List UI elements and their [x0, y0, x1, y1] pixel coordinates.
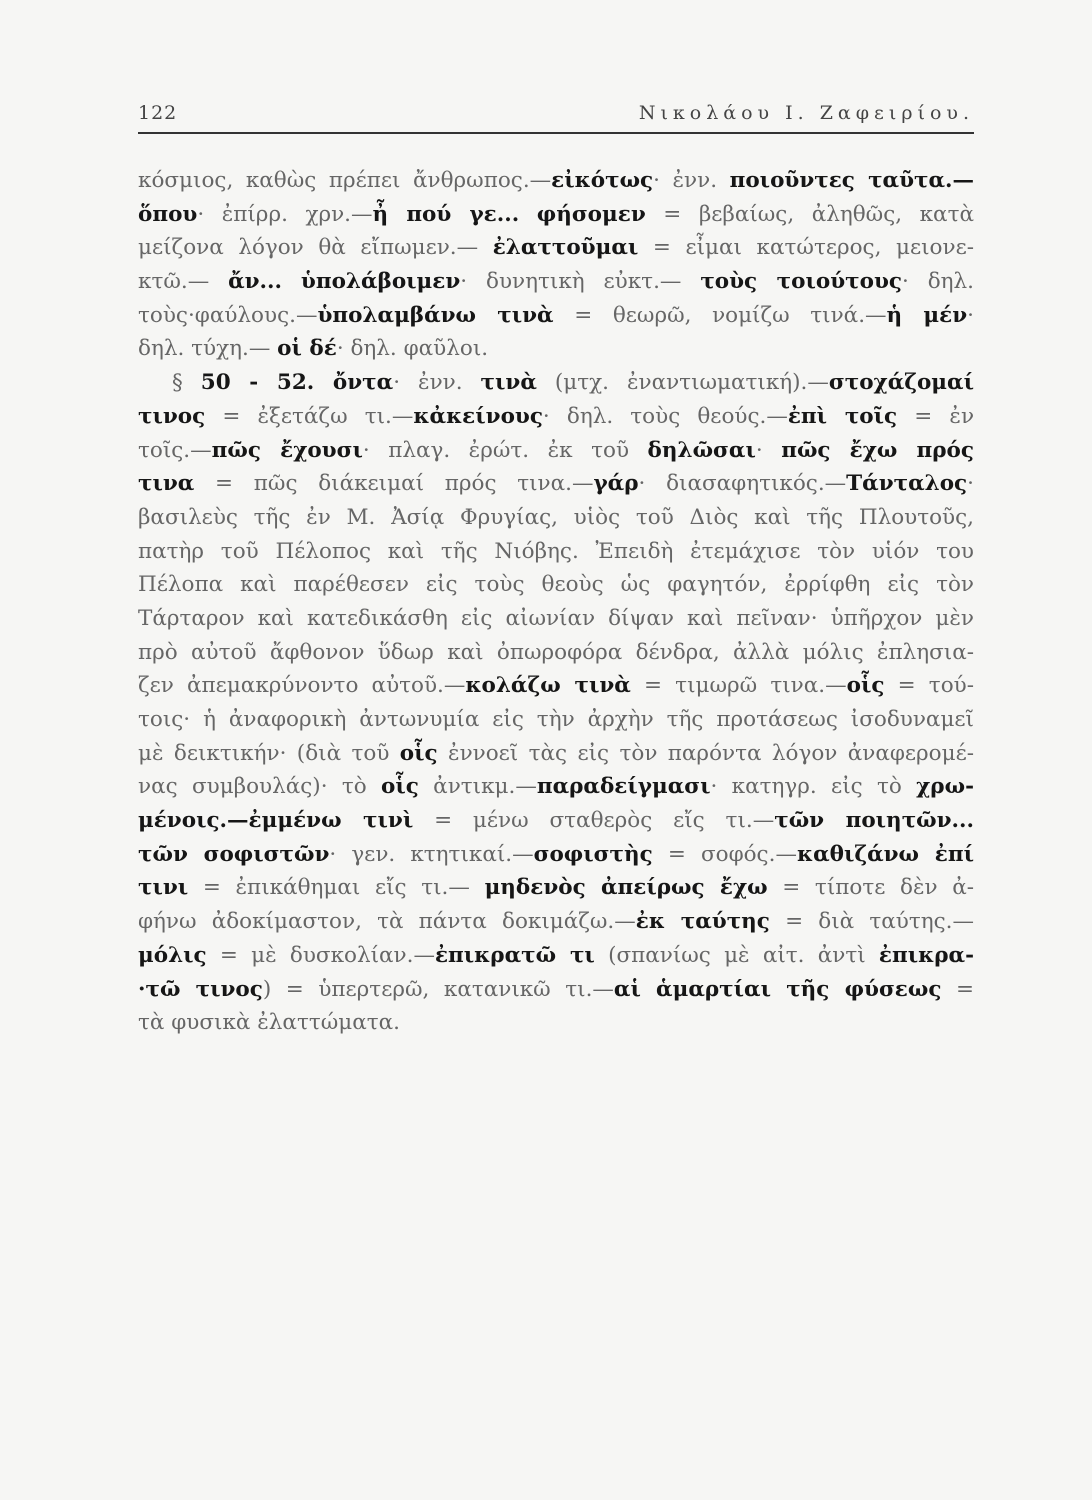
text-segment: = μένω σταθερὸς εἴς τι.—: [413, 808, 775, 834]
text-line: [138, 265, 974, 299]
text-segment: πατὴρ τοῦ Πέλοπος καὶ τῆς Νιόβης. Ἐπειδὴ ἐτεμάχισε τὸν υἱόν του: [138, 538, 974, 564]
text-line: [138, 467, 974, 501]
bold-term: ἐπὶ τοῖς: [787, 403, 898, 429]
text-segment: πρὸ αὐτοῦ ἄφθονον ὕδωρ καὶ ὀπωροφόρα δένδρα, ἀλλὰ μόλις ἐπλησια-: [138, 639, 974, 665]
bold-term: ἐκ ταύτης: [635, 909, 770, 935]
text-line: [138, 602, 974, 636]
text-segment: μείζονα λόγον θὰ εἴπωμεν.—: [138, 235, 493, 261]
text-line: [138, 669, 974, 703]
text-line: [138, 737, 974, 771]
text-line: [138, 973, 974, 1007]
text-segment: = εἶμαι κατώτερος, μειονε-: [638, 235, 974, 261]
text-line: [138, 299, 974, 333]
text-line: [138, 231, 974, 265]
text-segment: (μτχ. ἐναντιωματική).—: [536, 370, 829, 396]
text-segment: ) = ὑπερτερῶ, κατανικῶ τι.—: [262, 976, 614, 1002]
text-segment: · ἐπίρρ. χρν.—: [197, 201, 373, 227]
text-segment: · ἐνν.: [393, 370, 481, 396]
text-line: [138, 770, 974, 804]
bold-term: αἱ ἁμαρτίαι τῆς φύσεως: [613, 976, 942, 1002]
bold-term: ἡ μέν: [886, 302, 968, 328]
bold-term: εἰκότως: [551, 168, 654, 193]
bold-term: χρω-: [916, 774, 974, 800]
text-segment: = μὲ δυσκολίαν.—: [206, 942, 435, 968]
bold-term: δηλῶσαι: [647, 437, 756, 463]
bold-term: παραδείγμασι: [536, 774, 711, 800]
text-segment: [519, 202, 537, 227]
text-line: [138, 804, 974, 838]
text-segment: = βεβαίως, ἀληθῶς, κατὰ: [645, 201, 974, 227]
bold-term: τῶν σοφιστῶν: [138, 841, 330, 867]
bold-term: τῶν ποιητῶν...: [774, 808, 974, 834]
text-segment: Τάρταρον καὶ κατεδικάσθη εἰς αἰωνίαν δίψαν καὶ πεῖναν· ὑπῆρχον μὲν: [138, 605, 974, 631]
text-line: [138, 939, 974, 973]
text-segment: τὰ φυσικὰ ἐλαττώματα.: [138, 1010, 401, 1036]
bold-term: φήσομεν: [536, 201, 646, 227]
bold-term: γάρ: [593, 471, 639, 497]
bold-term: καθιζάνω ἐπί: [796, 841, 974, 867]
body-text: [138, 164, 974, 1040]
text-segment: = ἐξετάζω τι.—: [205, 403, 414, 429]
text-segment: · ἐνν.: [653, 168, 730, 193]
text-segment: Πέλοπα καὶ παρέθεσεν εἰς τοὺς θεοὺς ὡς φαγητόν, ἐρρίφθη εἰς τὸν: [138, 572, 974, 598]
page-number: 122: [138, 102, 178, 124]
text-segment: · δυνητικὴ εὐκτ.—: [460, 269, 701, 295]
bold-term: κολάζω τινὰ: [465, 673, 631, 699]
text-segment: = τίποτε δὲν ἀ-: [767, 875, 974, 901]
bold-term: οἷς: [381, 774, 419, 800]
text-segment: = ἐπικάθημαι εἴς τι.—: [188, 875, 485, 901]
text-line: [138, 905, 974, 939]
text-segment: ζεν ἀπεμακρύνοντο αὐτοῦ.—: [138, 673, 466, 699]
text-segment: = θεωρῶ, νομίζω τινά.—: [553, 302, 887, 328]
text-line: [138, 400, 974, 434]
text-line: [138, 568, 974, 602]
text-line: [138, 1006, 974, 1040]
text-segment: τοις· ἡ ἀναφορικὴ ἀντωνυμία εἰς τὴν ἀρχὴν τῆς προτάσεως ἰσοδυναμεῖ: [138, 707, 974, 732]
text-segment: = τού-: [884, 673, 974, 699]
text-line: [138, 434, 974, 468]
bold-term: ποιοῦντες ταῦτα.—: [729, 168, 974, 193]
text-segment: · δηλ. τοὺς θεούς.—: [542, 403, 788, 429]
text-segment: · δηλ. φαῦλοι.: [336, 336, 489, 362]
bold-term: Τάνταλος: [846, 471, 968, 497]
bold-term: τινὰ: [480, 370, 537, 396]
text-line: [138, 838, 974, 872]
text-segment: [282, 269, 301, 294]
text-line: [138, 703, 974, 737]
bold-term: τινα: [138, 471, 195, 497]
bold-term: πῶς ἔχω πρός: [781, 437, 974, 463]
text-segment: = σοφός.—: [652, 841, 797, 867]
bold-term: ἐλαττοῦμαι: [492, 235, 639, 261]
bold-term: ἐπικρατῶ τι: [434, 942, 595, 968]
text-line: [138, 501, 974, 535]
header-rule: [138, 132, 974, 134]
text-line: [138, 366, 974, 400]
text-segment: νας συμβουλάς)· τὸ: [138, 774, 382, 800]
text-segment: ἀντικμ.—: [418, 774, 537, 800]
page-header: [138, 100, 974, 134]
text-segment: τοὺς·φαύλους.—: [138, 302, 318, 328]
bold-term: τινος: [138, 403, 206, 429]
bold-term: μηδενὸς ἀπείρως ἔχω: [484, 875, 768, 901]
bold-term: κἀκείνους: [413, 403, 543, 429]
bold-term: οἷς: [846, 673, 885, 699]
text-line: [138, 636, 974, 670]
text-segment: ·: [967, 302, 974, 328]
text-segment: (σπανίως μὲ αἰτ. ἀντὶ: [594, 942, 879, 968]
text-segment: μὲ δεικτικήν· (διὰ τοῦ: [138, 740, 400, 766]
text-segment: §: [172, 370, 201, 396]
bold-term: ὑπολαμβάνω τινὰ: [317, 302, 554, 328]
text-segment: ·: [967, 471, 974, 497]
text-segment: βασιλεὺς τῆς ἐν Μ. Ἀσίᾳ Φρυγίας, υἱὸς τοῦ Διὸς καὶ τῆς Πλουτοῦς,: [138, 504, 974, 530]
text-segment: τοῖς.—: [138, 437, 212, 463]
bold-term: ὑπολάβοιμεν: [300, 269, 461, 295]
bold-term: ἐπικρα-: [878, 942, 974, 968]
text-segment: = διὰ ταύτης.—: [769, 909, 974, 935]
text-line: [138, 535, 974, 569]
text-segment: · κατηγρ. εἰς τὸ: [710, 774, 917, 800]
bold-term: μόλις: [138, 942, 207, 968]
text-line: [138, 871, 974, 905]
text-segment: ἐννοεῖ τὰς εἰς τὸν παρόντα λόγον ἀναφερομέ-: [437, 740, 974, 766]
text-segment: · γεν. κτητικαί.—: [329, 841, 534, 867]
bold-term: ὅπου: [138, 201, 198, 227]
text-segment: · δηλ.: [901, 269, 974, 295]
text-segment: = ἐν: [897, 403, 974, 429]
text-segment: ·: [755, 437, 782, 463]
text-line: [138, 164, 974, 198]
bold-term: ἄν...: [228, 269, 283, 295]
text-line: [138, 332, 974, 366]
bold-term: ἦ πού γε...: [372, 201, 520, 227]
bold-term: πῶς ἔχουσι: [211, 437, 363, 463]
text-segment: = τιμωρῶ τινα.—: [630, 673, 847, 699]
text-segment: · διασαφητικός.—: [638, 471, 847, 497]
text-line: [138, 198, 974, 232]
text-segment: δηλ. τύχη.—: [138, 336, 278, 362]
bold-term: στοχάζομαί: [828, 370, 974, 396]
text-segment: φήνω ἀδοκίμαστον, τὰ πάντα δοκιμάζω.—: [138, 909, 636, 935]
text-segment: =: [941, 976, 974, 1002]
text-segment: = πῶς διάκειμαί πρός τινα.—: [194, 471, 594, 497]
bold-term: 50 - 52. ὄντα: [200, 370, 394, 396]
running-head: Νικολάου Ι. Ζαφειρίου.: [638, 102, 974, 124]
bold-term: οἷς: [399, 740, 438, 766]
text-segment: · πλαγ. ἐρώτ. ἐκ τοῦ: [362, 437, 648, 463]
text-segment: κτῶ.—: [138, 269, 229, 295]
bold-term: μένοις.—ἐμμένω τινὶ: [138, 808, 414, 834]
bold-term: οἱ δέ: [277, 336, 337, 362]
bold-term: τινι: [138, 875, 189, 901]
text-segment: κόσμιος, καθὼς πρέπει ἄνθρωπος.—: [138, 168, 552, 193]
bold-term: σοφιστὴς: [533, 841, 653, 867]
bold-term: τοὺς τοιούτους: [700, 269, 902, 295]
bold-term: ·τῶ τινος: [138, 976, 263, 1002]
